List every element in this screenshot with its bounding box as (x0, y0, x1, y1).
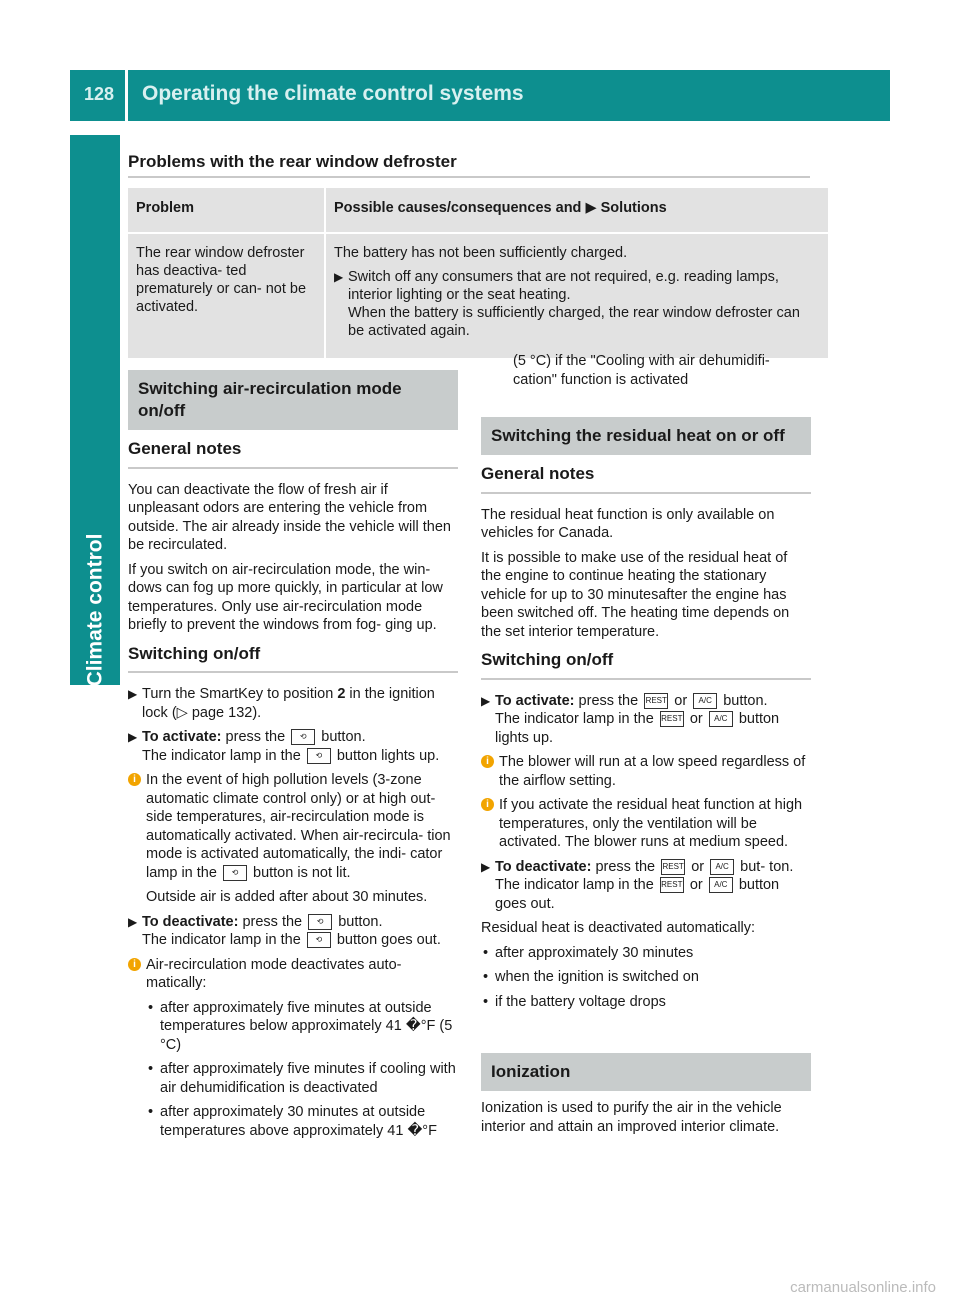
page-number: 128 (84, 84, 115, 104)
bullet-icon: • (483, 944, 489, 961)
step-text: button. (723, 692, 768, 709)
cause-text: The battery has not been sufficiently charged. (334, 245, 628, 261)
step-label: To activate: (495, 692, 575, 709)
rest-button-icon: REST (660, 877, 684, 893)
rest-button-icon: REST (661, 859, 685, 875)
step-label: To deactivate: (142, 913, 239, 930)
step-text: button lights up. (336, 747, 440, 764)
recirc-box-title: Switching air-recirculation mode on/off (128, 370, 458, 430)
step-text: or (689, 711, 703, 727)
list-continuation: (5 °C) if the "Cooling with air dehumidifi- cation" function is activated (513, 353, 770, 388)
step-text: The indicator lamp in the (495, 877, 654, 893)
paragraph: The residual heat function is only available on vehicles for Canada. (481, 506, 775, 541)
arrow-icon: ▶ (128, 687, 138, 701)
list-text: after approximately 30 minutes at outside temperatures above approximately 41 �°F (160, 1104, 437, 1139)
problem-cell: The rear window defroster has deactiva- ted prematurely or can- not be activated. (128, 233, 325, 358)
info-icon: i (128, 773, 141, 786)
ionization-box-title: Ionization (481, 1053, 811, 1091)
step-text: The indicator lamp in the (495, 711, 654, 727)
page-title: Operating the climate control systems (142, 82, 524, 105)
list-item (146, 1103, 458, 1140)
list-item (146, 1060, 458, 1097)
step-text: but- ton. (740, 858, 794, 875)
info-text: button is not lit. (253, 864, 351, 881)
step-text: button goes out. (336, 932, 441, 948)
list-text: when the ignition is switched on (495, 969, 699, 985)
step (128, 913, 458, 950)
recirc-switch-title: Switching on/off (128, 643, 261, 663)
solution-cell (325, 233, 828, 358)
ac-rest-button-icon: A/C (693, 693, 717, 709)
arrow-icon: ▶ (128, 914, 138, 929)
ac-rest-button-icon: A/C (709, 711, 733, 727)
divider (128, 176, 810, 178)
page-ref: page 132). (191, 704, 262, 721)
bullet-icon: • (483, 993, 489, 1010)
right-column (481, 352, 811, 1142)
side-bar (70, 135, 120, 535)
header-divider (125, 70, 128, 121)
col-solutions-label-b: Solutions (600, 200, 667, 216)
step-text: button. (321, 729, 366, 745)
rest-button-icon: REST (660, 711, 684, 727)
step (128, 728, 458, 765)
step-text: When the battery is sufficiently charged, the rear window defroster can be activated again. (348, 305, 800, 339)
list-item (146, 999, 458, 1055)
step-text: Switch off any consumers that are not required, e.g. reading lamps, interior lighting or the seat heating. (348, 269, 779, 303)
recirculation-button-icon: ⟲ (223, 865, 247, 881)
recirc-general-title: General notes (128, 439, 242, 458)
step-label: To deactivate: (495, 858, 592, 875)
info-note (128, 771, 458, 907)
list-text: after approximately five minutes at outside temperatures below approximately 41 �°F (5 °C) (160, 999, 453, 1053)
col-solutions (325, 188, 828, 233)
info-text: Outside air is added after about 30 minutes. (146, 889, 428, 905)
list-text: after approximately five minutes if cooling with air dehumidification is deactivated (160, 1061, 456, 1096)
arrow-icon: ▶ (481, 693, 491, 708)
divider (481, 678, 811, 680)
arrow-icon: ▶ (334, 270, 344, 284)
residual-switch-title: Switching on/off (481, 650, 614, 669)
page-ref-icon: ▷ (176, 704, 188, 721)
step-text: in the ignition lock ( (142, 686, 435, 721)
step-text: or (689, 877, 703, 893)
info-text: If you activate the residual heat function at high temperatures, only the ventilation will be activated. The blower runs at medium speed. (499, 797, 803, 850)
step (128, 685, 458, 722)
left-column (128, 370, 458, 1146)
recirculation-button-icon: ⟲ (307, 748, 331, 764)
step-text: or (674, 692, 688, 709)
list-item (481, 968, 811, 987)
step-text: The indicator lamp in the (142, 747, 301, 764)
info-icon: i (481, 755, 494, 768)
residual-box-title: Switching the residual heat on or off (481, 417, 811, 455)
divider (128, 671, 458, 673)
step-text: button goes out. (495, 877, 780, 912)
step-text: The indicator lamp in the (142, 932, 301, 948)
paragraph: Ionization is used to purify the air in the vehicle interior and attain an improved interior climate. (481, 1100, 782, 1135)
problem-table (128, 188, 828, 358)
ac-rest-button-icon: A/C (709, 877, 733, 893)
paragraph: If you switch on air-recirculation mode, the win- dows can fog up more quickly, in particular at low temperatures. Only use air-recirculation mode briefly to prevent the windows from fog- ging up. (128, 561, 443, 633)
rest-button-icon: REST (644, 693, 668, 709)
list-text: if the battery voltage drops (495, 993, 666, 1010)
watermark: carmanualsonline.info (790, 1279, 936, 1296)
list-item (481, 993, 811, 1012)
divider (128, 467, 458, 469)
info-text: The blower will run at a low speed regardless of the airflow setting. (499, 754, 806, 789)
side-tab-label: Climate control (83, 533, 107, 687)
step-text: or (691, 858, 705, 875)
step-text: button lights up. (495, 711, 780, 746)
step-text: press the (225, 729, 286, 745)
info-text: Air-recirculation mode deactivates auto- matically: (146, 956, 402, 991)
step-text: button. (338, 913, 383, 930)
position-number: 2 (337, 686, 346, 702)
step-label: To activate: (142, 729, 222, 745)
bullet-icon: • (148, 1104, 154, 1120)
bullet-icon: • (148, 999, 154, 1016)
step-text: press the (578, 692, 639, 709)
list-text: after approximately 30 minutes (495, 944, 694, 961)
info-icon: i (481, 798, 494, 811)
ac-rest-button-icon: A/C (710, 859, 734, 875)
bullet-icon: • (483, 969, 489, 985)
info-text: In the event of high pollution levels (3-zone automatic climate control only) or at high out- side temperatures, air-recirculation mode is automatically activated. When air-recircula- tion mode is activated automatically, the indi- cator lamp in the (146, 772, 451, 881)
paragraph: Residual heat is deactivated automatically: (481, 920, 756, 936)
arrow-icon: ▶ (128, 730, 138, 744)
paragraph: You can deactivate the flow of fresh air if unpleasant odors are entering the vehicle from outside. The air already inside the vehicle will then be recirculated. (128, 481, 451, 553)
col-solutions-label: Possible causes/consequences and (334, 200, 582, 216)
paragraph: It is possible to make use of the residual heat of the engine to continue heating the stationary vehicle for up to 30 minutesafter the engine has been switched off. The heating time depends on the set interior temperature. (481, 549, 790, 640)
step-text: press the (242, 913, 303, 930)
step-text: Turn the SmartKey to position (142, 686, 334, 702)
step (481, 692, 811, 748)
recirculation-button-icon: ⟲ (307, 932, 331, 948)
recirculation-button-icon: ⟲ (291, 729, 315, 745)
arrow-icon: ▶ (585, 200, 597, 216)
list-item (481, 944, 811, 963)
col-problem: Problem (128, 188, 325, 233)
arrow-icon: ▶ (481, 859, 491, 874)
info-note (128, 956, 458, 993)
info-icon: i (128, 958, 141, 971)
solution-step (334, 268, 820, 340)
step (481, 858, 811, 914)
defroster-title: Problems with the rear window defroster (128, 152, 457, 171)
info-note (481, 753, 811, 790)
step-text: press the (595, 858, 656, 875)
residual-general-title: General notes (481, 464, 595, 483)
info-note (481, 796, 811, 852)
bullet-icon: • (148, 1061, 154, 1077)
recirculation-button-icon: ⟲ (308, 914, 332, 930)
side-tab (70, 535, 120, 685)
divider (481, 492, 811, 494)
